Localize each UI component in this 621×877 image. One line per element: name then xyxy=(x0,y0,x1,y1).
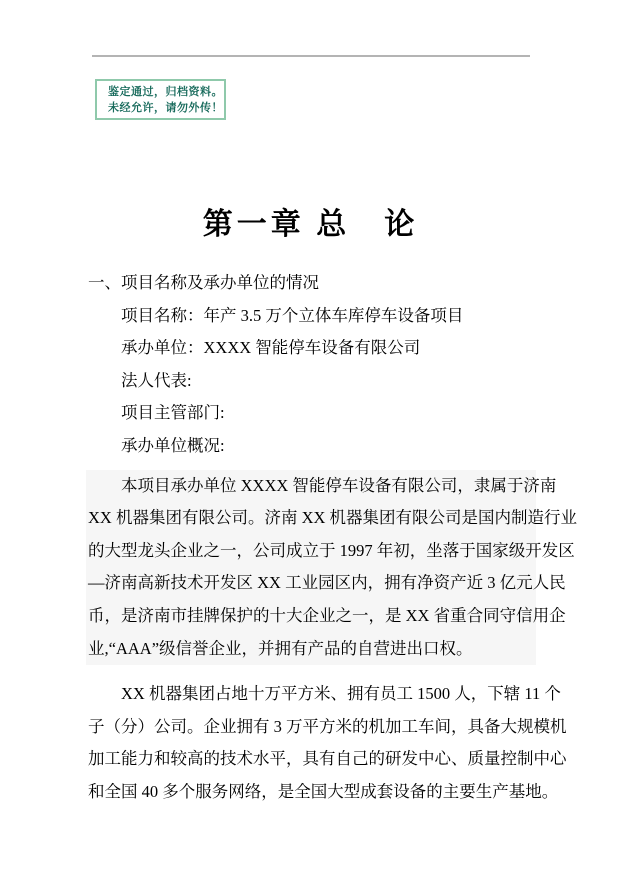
profile-line: 和全国 40 多个服务网络，是全国大型成套设备的主要生产基地。 xyxy=(88,781,559,801)
field-unit-overview: 承办单位概况: xyxy=(121,435,225,455)
intro-line: 业,“AAA”级信誉企业，并拥有产品的自营进出口权。 xyxy=(88,638,473,658)
intro-line: 本项目承办单位 XXXX 智能停车设备有限公司，隶属于济南 xyxy=(121,475,557,495)
company-intro-paragraph xyxy=(86,470,578,666)
section-heading: 一、项目名称及承办单位的情况 xyxy=(88,273,319,292)
field-competent-department: 项目主管部门: xyxy=(121,403,225,423)
stamp-line-1: 鉴定通过，归档资料。 xyxy=(108,85,223,98)
chapter-title: 第一章 总 论 xyxy=(202,208,419,241)
intro-line: 的大型龙头企业之一，公司成立于 1997 年初，坐落于国家级开发区 xyxy=(88,540,575,560)
stamp-line-2: 未经允许，请勿外传！ xyxy=(108,101,223,114)
confidential-stamp xyxy=(95,79,226,120)
profile-line: 子（分）公司。企业拥有 3 万平方米的机加工车间，具备大规模机 xyxy=(88,716,567,736)
profile-line: 加工能力和较高的技术水平，具有自己的研发中心、质量控制中心 xyxy=(88,749,567,769)
intro-line: XX 机器集团有限公司。济南 XX 机器集团有限公司是国内制造行业 xyxy=(88,508,578,528)
document-body xyxy=(88,267,578,809)
header-divider xyxy=(92,55,530,57)
group-profile-paragraph xyxy=(88,678,567,808)
field-legal-representative: 法人代表: xyxy=(121,370,192,390)
intro-line: 币，是济南市挂牌保护的十大企业之一，是 XX 省重合同守信用企 xyxy=(88,605,566,625)
profile-line: XX 机器集团占地十万平方米、拥有员工 1500 人，下辖 11 个 xyxy=(121,684,561,704)
field-project-name: 项目名称：年产 3.5 万个立体车库停车设备项目 xyxy=(121,305,464,325)
field-undertaking-unit: 承办单位：XXXX 智能停车设备有限公司 xyxy=(121,338,421,358)
intro-line: —济南高新技术开发区 XX 工业园区内，拥有净资产近 3 亿元人民 xyxy=(88,573,566,593)
